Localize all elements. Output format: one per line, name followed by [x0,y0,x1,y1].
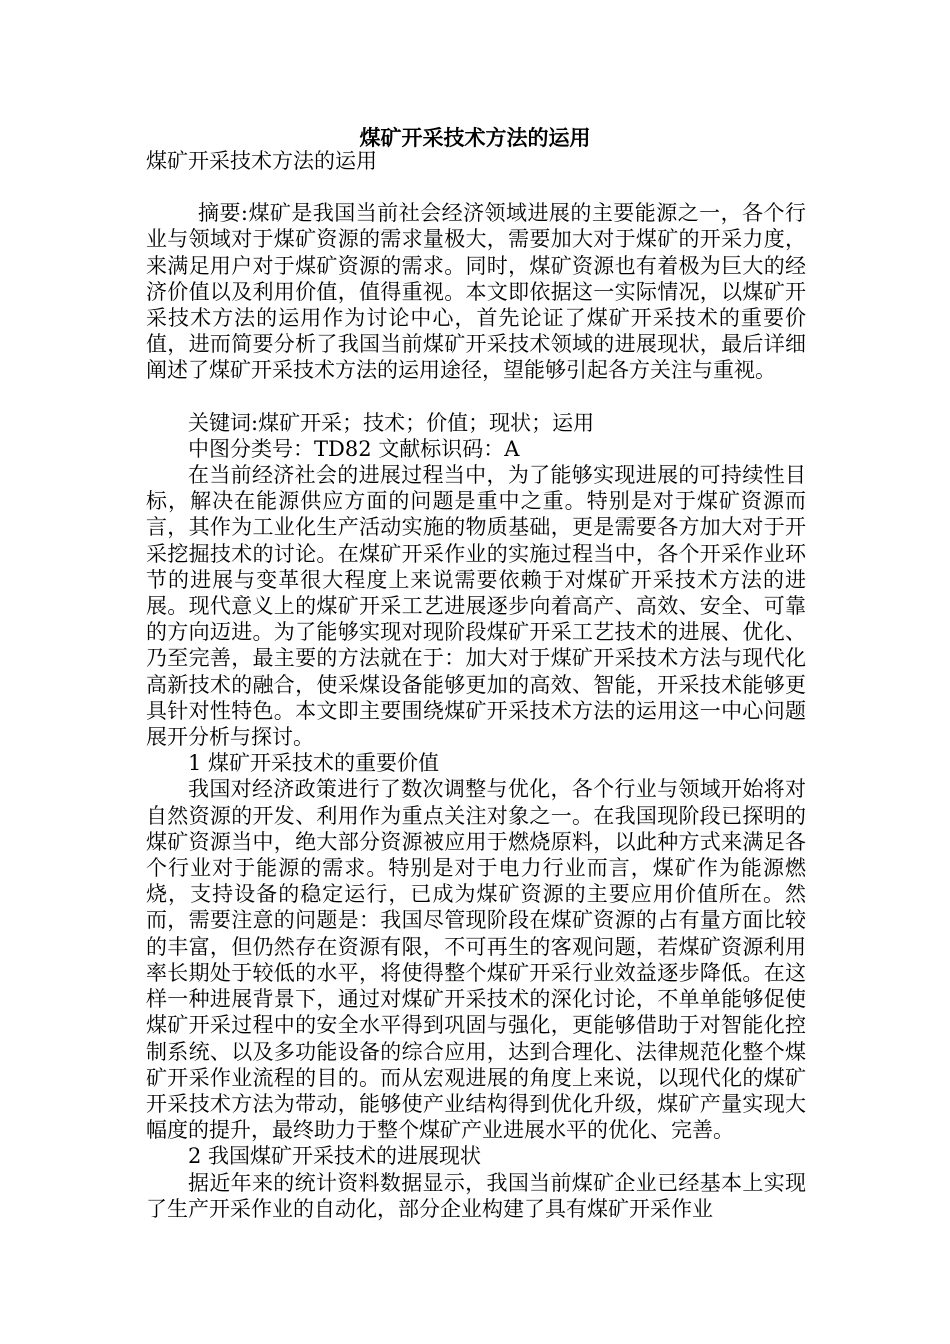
intro-paragraph: 在当前经济社会的进展过程当中，为了能够实现进展的可持续性目标，解决在能源供应方面的问题是重中之重。特别是对于煤矿资源而言，其作为工业化生产活动实施的物质基础，更是需要各方加大对于开采挖掘技术的讨论。在煤矿开采作业的实施过程当中，各个开采作业环节的进展与变革很大程度上来说需要依赖于对煤矿开采技术方法的进展。现代意义上的煤矿开采工艺进展逐步向着高产、高效、安全、可靠的方向迈进。为了能够实现对现阶段煤矿开采工艺技术的进展、优化、乃至完善，最主要的方法就在于：加大对于煤矿开采技术方法与现代化高新技术的融合，使采煤设备能够更加的高效、智能，开采技术能够更具针对性特色。本文即主要围绕煤矿开采技术方法的运用这一中心问题展开分析与探讨。 [146,463,806,750]
section-1-heading: 1 煤矿开采技术的重要价值 [188,751,440,776]
blank-line [146,384,806,410]
document-title: 煤矿开采技术方法的运用 [359,125,591,150]
blank-line [146,174,806,200]
section-2-heading: 2 我国煤矿开采技术的进展现状 [188,1144,482,1169]
section-1-paragraph: 我国对经济政策进行了数次调整与优化，各个行业与领域开始将对自然资源的开发、利用作为重点关注对象之一。在我国现阶段已探明的煤矿资源当中，绝大部分资源被应用于燃烧原料，以此种方式来满足各个行业对于能源的需求。特别是对于电力行业而言，煤矿作为能源燃烧，支持设备的稳定运行，已成为煤矿资源的主要应用价值所在。然而，需要注意的问题是：我国尽管现阶段在煤矿资源的占有量方面比较的丰富，但仍然存在资源有限，不可再生的客观问题，若煤矿资源利用率长期处于较低的水平，将使得整个煤矿开采行业效益逐步降低。在这样一种进展背景下，通过对煤矿开采技术的深化讨论，不单单能够促使煤矿开采过程中的安全水平得到巩固与强化，更能够借助于对智能化控制系统、以及多功能设备的综合应用，达到合理化、法律规范化整个煤矿开采作业流程的目的。而从宏观进展的角度上来说，以现代化的煤矿开采技术方法为带动，能够使产业结构得到优化升级，煤矿产量实现大幅度的提升，最终助力于整个煤矿产业进展水平的优化、完善。 [146,777,806,1143]
document-subtitle: 煤矿开采技术方法的运用 [146,149,377,173]
document-body [146,148,806,1222]
section-2-paragraph: 据近年来的统计资料数据显示，我国当前煤矿企业已经基本上实现了生产开采作业的自动化，部分企业构建了具有煤矿开采作业 [146,1170,806,1221]
classification-line: 中图分类号：TD82 文献标识码：A [188,436,520,461]
keywords-line: 关键词:煤矿开采；技术；价值；现状；运用 [188,410,595,435]
abstract-paragraph: 摘要:煤矿是我国当前社会经济领域进展的主要能源之一，各个行业与领域对于煤矿资源的需求量极大，需要加大对于煤矿的开采力度，来满足用户对于煤矿资源的需求。同时，煤矿资源也有着极为巨大的经济价值以及利用价值，值得重视。本文即依据这一实际情况，以煤矿开采技术方法的运用作为讨论中心，首先论证了煤矿开采技术的重要价值，进而简要分析了我国当前煤矿开采技术领域的进展现状，最后详细阐述了煤矿开采技术方法的运用途径，望能够引起各方关注与重视。 [146,201,806,383]
